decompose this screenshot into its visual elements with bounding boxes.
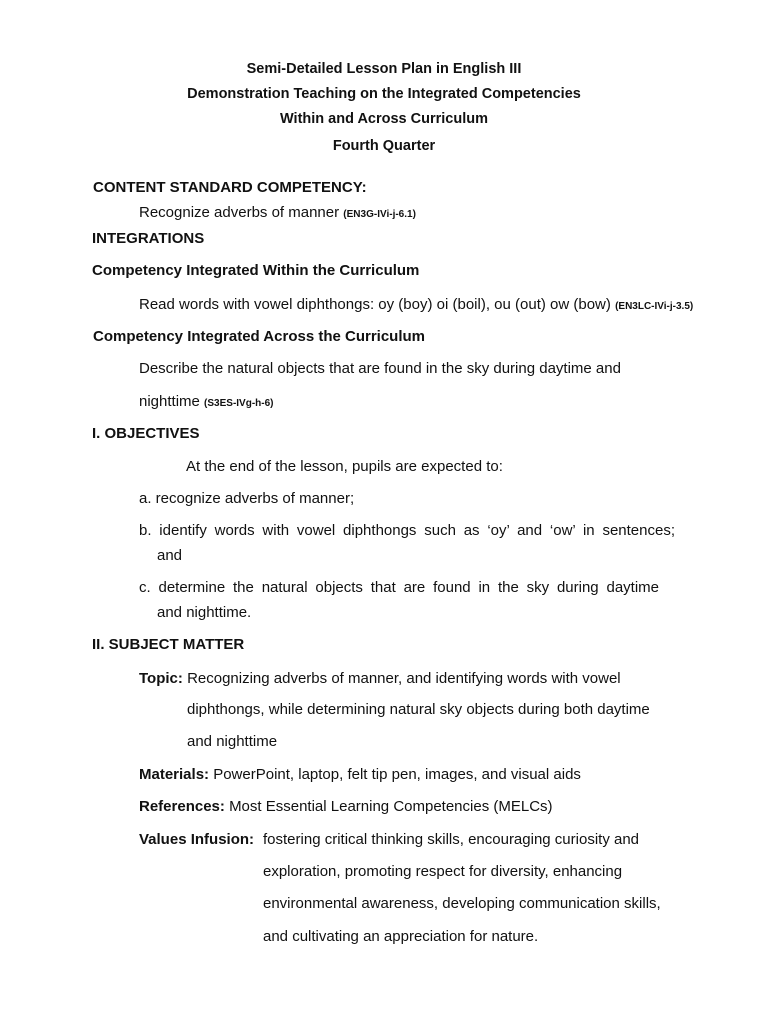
topic-label: Topic: xyxy=(139,670,183,687)
content-standard-body: Recognize adverbs of manner xyxy=(139,204,340,221)
objective-a: a. recognize adverbs of manner; xyxy=(139,490,355,507)
integrations-heading: INTEGRATIONS xyxy=(92,230,205,247)
objectives-intro: At the end of the lesson, pupils are expected to: xyxy=(186,458,503,475)
subject-matter-heading: II. SUBJECT MATTER xyxy=(92,636,245,653)
materials-label: Materials: xyxy=(139,766,210,783)
within-curriculum-body: Read words with vowel diphthongs: oy (boy) oi (boil), ou (out) ow (bow) xyxy=(139,296,611,313)
title-line-2: Demonstration Teaching on the Integrated Competencies xyxy=(187,86,581,102)
objectives-heading: I. OBJECTIVES xyxy=(92,425,200,442)
topic-line-3: and nighttime xyxy=(187,733,278,750)
title-line-3: Within and Across Curriculum xyxy=(280,111,488,127)
objective-c-line-2: and nighttime. xyxy=(157,604,252,621)
materials-line xyxy=(139,766,581,784)
values-line-2: exploration, promoting respect for diversity, enhancing xyxy=(263,863,623,880)
objective-b-line-1: b. identify words with vowel diphthongs such as ‘oy’ and ‘ow’ in sentences; xyxy=(139,522,675,539)
materials-text: PowerPoint, laptop, felt tip pen, images, and visual aids xyxy=(213,766,581,783)
content-standard-text xyxy=(139,204,416,224)
title-line-4: Fourth Quarter xyxy=(332,138,436,154)
within-curriculum-heading: Competency Integrated Within the Curriculum xyxy=(92,262,420,279)
content-standard-heading: CONTENT STANDARD COMPETENCY: xyxy=(93,179,367,196)
across-curriculum-code: (S3ES-IVg-h-6) xyxy=(204,398,274,409)
across-curriculum-body-2: nighttime xyxy=(139,393,200,410)
topic-text-1: Recognizing adverbs of manner, and identifying words with vowel xyxy=(187,670,621,687)
values-infusion-label: Values Infusion: xyxy=(139,831,255,848)
content-standard-code: (EN3G-IVi-j-6.1) xyxy=(343,209,416,220)
values-line-1: fostering critical thinking skills, encouraging curiosity and xyxy=(263,831,640,848)
title-line-1: Semi-Detailed Lesson Plan in English III xyxy=(246,61,522,77)
across-curriculum-text-2 xyxy=(139,393,274,413)
objective-c-line-1: c. determine the natural objects that are found in the sky during daytime xyxy=(139,579,659,596)
across-curriculum-heading: Competency Integrated Across the Curriculum xyxy=(93,328,426,345)
across-curriculum-text-1: Describe the natural objects that are found in the sky during daytime and xyxy=(139,360,621,377)
topic-line-2: diphthongs, while determining natural sky objects during both daytime xyxy=(187,701,650,718)
within-curriculum-code: (EN3LC-IVi-j-3.5) xyxy=(615,301,694,312)
topic-line-1 xyxy=(139,670,621,688)
values-line-4: and cultivating an appreciation for nature. xyxy=(263,928,539,945)
within-curriculum-text xyxy=(139,296,693,316)
values-line-3: environmental awareness, developing communication skills, xyxy=(263,895,661,912)
references-label: References: xyxy=(139,798,225,815)
objective-b-line-2: and xyxy=(157,547,183,564)
references-text: Most Essential Learning Competencies (MELCs) xyxy=(229,798,553,815)
references-line xyxy=(139,798,553,816)
